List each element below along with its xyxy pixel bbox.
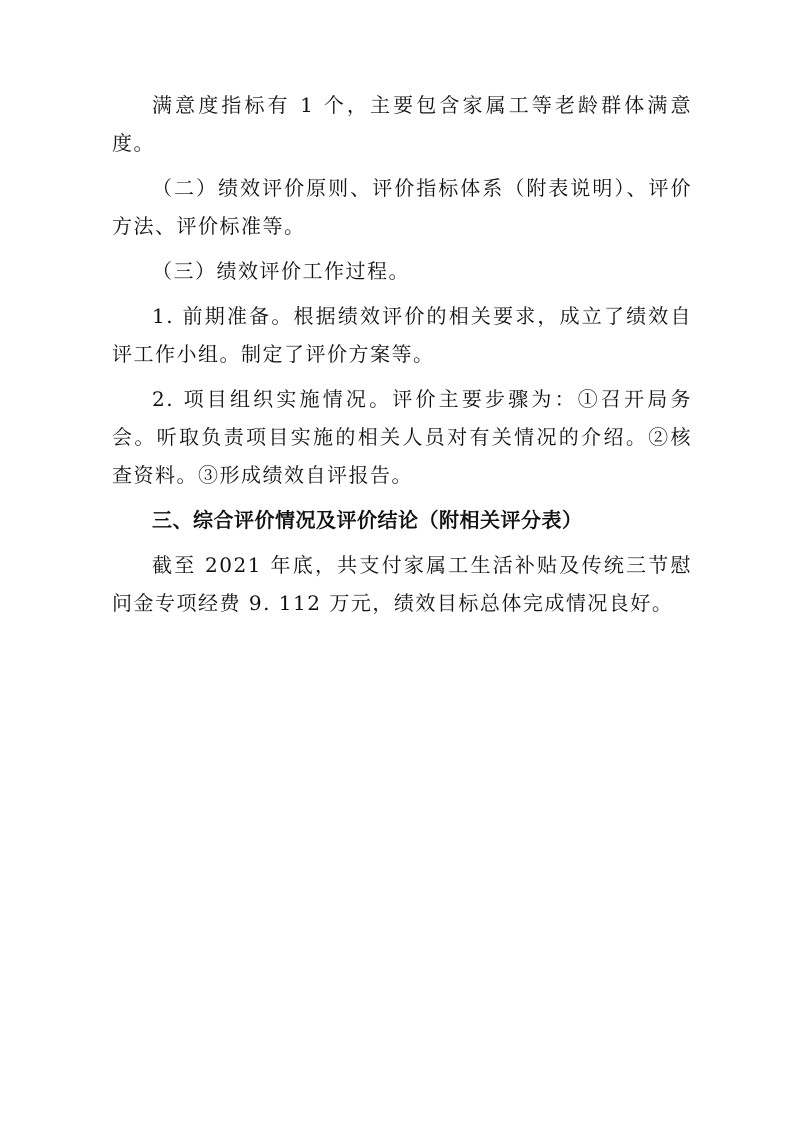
evaluation-process-subheading: （三）绩效评价工作过程。: [152, 259, 410, 283]
preparation-paragraph: 1. 前期准备。根据绩效评价的相关要求，成立了绩效自评工作小组。制定了评价方案等。: [112, 304, 692, 366]
satisfaction-indicator-paragraph: 满意度指标有 1 个，主要包含家属工等老龄群体满意度。: [112, 93, 692, 155]
evaluation-principles-paragraph: （二）绩效评价原则、评价指标体系（附表说明）、评价方法、评价标准等。: [112, 176, 692, 238]
conclusion-paragraph: 截至 2021 年底，共支付家属工生活补贴及传统三节慰问金专项经费 9. 112 万元，绩效目标总体完成情况良好。: [112, 553, 692, 615]
document-body: [112, 86, 692, 622]
section-heading-comprehensive-evaluation: 三、综合评价情况及评价结论（附相关评分表）: [152, 508, 583, 532]
implementation-paragraph: 2. 项目组织实施情况。评价主要步骤为：①召开局务会。听取负责项目实施的相关人员对有关情况的介绍。②核查资料。③形成绩效自评报告。: [112, 387, 692, 487]
